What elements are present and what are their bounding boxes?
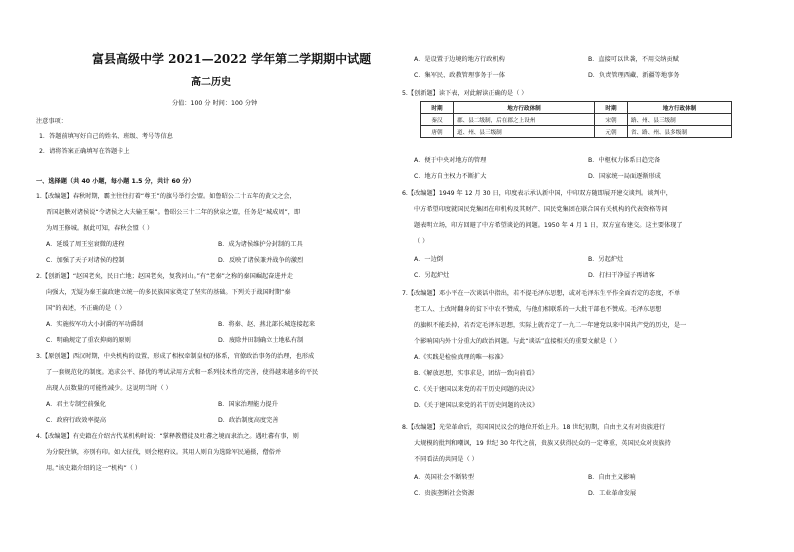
option: A．是设置于边境的地方行政机构 xyxy=(414,56,505,63)
question-line: （ ） xyxy=(414,238,429,245)
option: D．废除井田制确立土地私有制 xyxy=(218,337,304,344)
table-cell: 道、州、县三级制 xyxy=(454,126,595,138)
exam-meta: 分值：100 分 时间：100 分钟 xyxy=(172,100,258,107)
question-line: 7.【改编题】邓小平在一次谈话中指出，若不提毛泽东思想，或对毛泽东生平作全面否定的态度，不单 xyxy=(402,290,681,297)
option: A．英国社会不断转型 xyxy=(414,474,474,481)
option: A．君主专制空前强化 xyxy=(46,401,106,408)
admin-system-table xyxy=(420,101,732,138)
table-cell: 元朝 xyxy=(594,126,627,138)
notes-heading: 注意事项： xyxy=(36,118,67,125)
exam-subject: 高二历史 xyxy=(191,77,231,88)
question-line: 老工人、土改时翻身的贫下中农不赞成，与他们相联系的一大批干部也不赞成。毛泽东思想 xyxy=(414,306,662,313)
question-line: 大规模的批判和嘲讽，19 世纪 30 年代之前，贵族又获得民众的一定尊重，英国民众对贵族持 xyxy=(414,440,671,447)
table-header-cell: 时期 xyxy=(594,102,627,114)
note-item: 2．请将答案正确填写在答题卡上 xyxy=(39,148,130,155)
table-cell: 宋朝 xyxy=(594,114,627,126)
question-line: 个影响国内外十分重大的政治问题。与此“谈话”直接相关的重要文献是（ ） xyxy=(414,338,621,345)
table-cell: 郡、县二级制，后在郡之上设州 xyxy=(454,114,595,126)
question-line: 5.【创新题】读下表，对此解读正确的是（ ） xyxy=(402,90,528,97)
option: B．另起炉灶 xyxy=(588,256,624,263)
table-header-row xyxy=(421,102,732,114)
option: D.《关于建国以来党的若干历史问题的决议》 xyxy=(414,402,539,409)
option: D．负责管理西藏、新疆等地事务 xyxy=(588,72,680,79)
question-line: 向强大，无疑为秦王嬴政建立统一的多民族国家奠定了坚实的基础。下列关于战国时期“秦 xyxy=(46,289,291,296)
question-line: 为周王修城。据此可知，春秋会盟（ ） xyxy=(46,225,154,232)
option: B．国家治理能力提升 xyxy=(218,401,278,408)
option: C．贵族垄断社会资源 xyxy=(414,490,475,497)
question-line: 不同看法的共同是（ ） xyxy=(414,456,478,463)
option: B．直接可以世袭，不用交纳贡赋 xyxy=(588,56,679,63)
option: C.《关于建国以来党的若干历史问题的决议》 xyxy=(414,386,538,393)
option: C．另起炉灶 xyxy=(414,272,450,279)
option: D．政治制度高度完善 xyxy=(218,417,279,424)
table-cell: 唐朝 xyxy=(421,126,454,138)
table-row xyxy=(421,126,732,138)
question-line: 的旗帜不能丢掉，若否定毛泽东思想，实际上就否定了一九二一年建党以来中国共产党的历史，是一 xyxy=(414,322,687,329)
option: D．打扫干净屋子再请客 xyxy=(588,272,655,279)
option: B．自由主义影响 xyxy=(588,474,636,481)
section-heading: 一、选择题（共 40 小题，每小题 1.5 分，共计 60 分） xyxy=(36,178,195,185)
question-line: 2.【创新题】“赵国老矣，民日亡地；赵国老矣，复我河山。”有“老秦”之称的秦国崛起奋进并走 xyxy=(36,273,293,280)
option: B．将秦、赵、燕北部长城连接起来 xyxy=(218,321,316,328)
question-line: 4.【改编题】有史籍在介绍古代某机构时说：“掌释教僧徒及吐蕃之境而隶治之。遇吐蕃有事，则 xyxy=(36,433,299,440)
table-header-cell: 地方行政体制 xyxy=(454,102,595,114)
option: B.《解放思想，实事求是，团结一致向前看》 xyxy=(414,370,538,377)
table-header-cell: 地方行政体制 xyxy=(627,102,731,114)
question-line: 国”的表述，不正确的是（ ） xyxy=(46,305,126,312)
option: A．一边倒 xyxy=(414,256,443,263)
question-line: 为分院往镇，亦别有印。如大征伐，则会枢府议。其用人则自为选除军民通摄，僧俗并 xyxy=(46,449,282,456)
question-line: 用。”该史籍介绍的这一“机构”（ ） xyxy=(46,465,142,472)
note-item: 1．答题前填写好自己的姓名、班级、考号等信息 xyxy=(39,133,173,140)
option: D．反映了诸侯兼并战争的激烈 xyxy=(218,257,304,264)
option: C．地方自主权力不断扩大 xyxy=(414,173,487,180)
question-line: 中方希望印度就国民党集团在印机构及其财产、国民党集团在联合国有关机构的代表资格等问 xyxy=(414,206,668,213)
option: C．政府行政效率提高 xyxy=(46,417,107,424)
table-row xyxy=(421,114,732,126)
table-header-cell: 时期 xyxy=(421,102,454,114)
option: C．加强了天子对诸侯的控制 xyxy=(46,257,125,264)
option: C．集军民、政教管理事务于一体 xyxy=(414,72,505,79)
option: A．实施按军功大小封爵的军功爵制 xyxy=(46,321,144,328)
exam-title: 富县高级中学 2021—2022 学年第二学期期中试题 xyxy=(92,52,372,66)
question-line: 晋国赵鞅对诸侯说“令诸侯之大夫输王粟”。鲁昭公三十二年的狄泉之盟，任务是“城成周”，即 xyxy=(46,209,301,216)
question-line: 了一套规范化的制度。追求公平、择优的考试录用方式和一系列技术性的完善，使得越来越多的平民 xyxy=(46,369,319,376)
table-cell: 路、州、县三级制 xyxy=(627,114,731,126)
question-line: 8.【改编题】光荣革命后，英国国民议会的地位开始上升。18 世纪初期，自由主义有对贵族进行 xyxy=(402,424,666,431)
table-cell: 秦汉 xyxy=(421,114,454,126)
option: C．明确规定了重农抑商的原则 xyxy=(46,337,131,344)
question-line: 题表明立场，印方回避了中方希望谈论的问题。1950 年 4 月 1 日，双方宣布建交。这主要体现了 xyxy=(414,222,683,229)
question-line: 6.【改编题】1949 年 12 月 30 日，印度表示承认新中国，中印双方随即展开建交谈判。谈判中， xyxy=(402,190,672,197)
option: B．成为诸侯维护分封制的工具 xyxy=(218,241,303,248)
option: A．便于中央对地方的管理 xyxy=(414,157,487,164)
option: D．国家统一局面逐渐形成 xyxy=(588,173,661,180)
question-line: 3.【原创题】西汉时期，中央机构的设置，形成了相权牵制皇权的体系，官僚政治事务的治理，也形成 xyxy=(36,353,315,360)
option: A.《实践是检验真理的唯一标准》 xyxy=(414,354,507,361)
option: B．中枢权力体系日趋完备 xyxy=(588,157,661,164)
option: A．延缓了周王室衰微的进程 xyxy=(46,241,125,248)
option: D．工业革命发展 xyxy=(588,490,637,497)
question-line: 1.【改编题】春秋时期，霸主往往打着“尊王”的旗号举行会盟。如鲁昭公二十五年的黄父之会， xyxy=(36,193,296,200)
table-cell: 省、路、州、县多级制 xyxy=(627,126,731,138)
question-line: 出现人员数量的可能性减少。这说明当时（ ） xyxy=(46,385,172,392)
